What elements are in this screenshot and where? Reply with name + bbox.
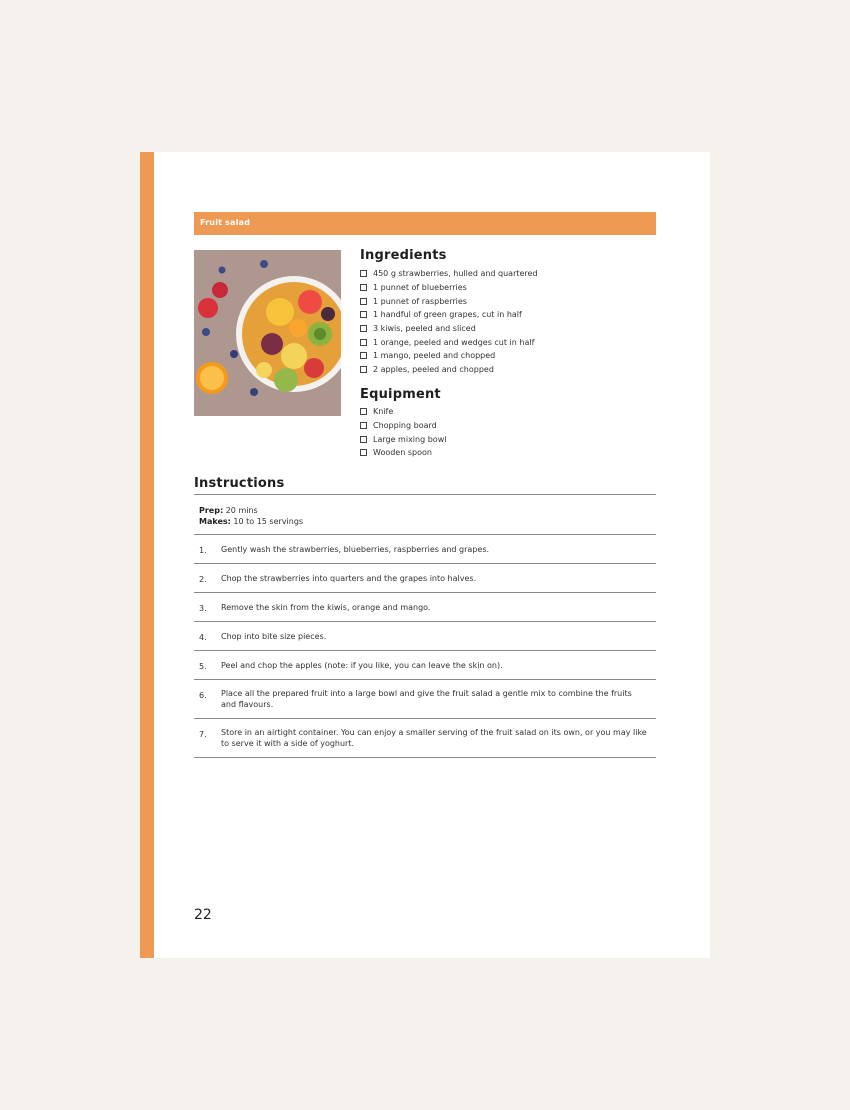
page-number: 22 bbox=[194, 907, 212, 923]
checkbox-icon[interactable] bbox=[360, 284, 367, 291]
ingredient-item: 1 handful of green grapes, cut in half bbox=[360, 308, 538, 322]
ingredient-item: 1 punnet of blueberries bbox=[360, 281, 538, 295]
recipe-title-bar bbox=[194, 212, 656, 235]
checkbox-icon[interactable] bbox=[360, 325, 367, 332]
document-page bbox=[140, 152, 710, 958]
instruction-step: 5. Peel and chop the apples (note: if you like, you can leave the skin on). bbox=[194, 651, 656, 680]
ingredient-item: 1 punnet of raspberries bbox=[360, 294, 538, 308]
edge-stripe bbox=[140, 152, 154, 958]
equipment-item: Large mixing bowl bbox=[360, 432, 446, 446]
ingredient-item: 1 mango, peeled and chopped bbox=[360, 349, 538, 363]
checkbox-icon[interactable] bbox=[360, 352, 367, 359]
instruction-step: 4. Chop into bite size pieces. bbox=[194, 622, 656, 651]
equipment-heading: Equipment bbox=[360, 387, 441, 402]
recipe-meta bbox=[199, 505, 303, 527]
checkbox-icon[interactable] bbox=[360, 422, 367, 429]
instruction-step: 7. Store in an airtight container. You can enjoy a smaller serving of the fruit salad on its own, or you may like to serve it with a side of yoghurt. bbox=[194, 719, 656, 758]
instruction-step: 1. Gently wash the strawberries, blueberries, raspberries and grapes. bbox=[194, 535, 656, 564]
recipe-title: Fruit salad bbox=[200, 218, 251, 227]
checkbox-icon[interactable] bbox=[360, 339, 367, 346]
ingredients-heading: Ingredients bbox=[360, 248, 447, 263]
checkbox-icon[interactable] bbox=[360, 311, 367, 318]
ingredients-list bbox=[360, 267, 538, 377]
equipment-list bbox=[360, 405, 446, 460]
checkbox-icon[interactable] bbox=[360, 408, 367, 415]
checkbox-icon[interactable] bbox=[360, 298, 367, 305]
checkbox-icon[interactable] bbox=[360, 449, 367, 456]
fruit-salad-photo bbox=[194, 250, 341, 416]
prep-time: Prep: 20 mins bbox=[199, 506, 258, 515]
checkbox-icon[interactable] bbox=[360, 366, 367, 373]
ingredient-item: 450 g strawberries, hulled and quartered bbox=[360, 267, 538, 281]
equipment-item: Knife bbox=[360, 405, 446, 419]
instruction-step: 3. Remove the skin from the kiwis, orange and mango. bbox=[194, 593, 656, 622]
ingredient-item: 1 orange, peeled and wedges cut in half bbox=[360, 335, 538, 349]
ingredient-item: 2 apples, peeled and chopped bbox=[360, 363, 538, 377]
equipment-item: Chopping board bbox=[360, 419, 446, 433]
equipment-item: Wooden spoon bbox=[360, 446, 446, 460]
instructions-heading: Instructions bbox=[194, 476, 285, 491]
divider bbox=[194, 494, 656, 495]
ingredient-item: 3 kiwis, peeled and sliced bbox=[360, 322, 538, 336]
checkbox-icon[interactable] bbox=[360, 270, 367, 277]
checkbox-icon[interactable] bbox=[360, 436, 367, 443]
instruction-steps bbox=[194, 534, 656, 758]
servings: Makes: 10 to 15 servings bbox=[199, 517, 304, 526]
instruction-step: 6. Place all the prepared fruit into a large bowl and give the fruit salad a gentle mix to combine the fruits and flavours. bbox=[194, 680, 656, 719]
instruction-step: 2. Chop the strawberries into quarters and the grapes into halves. bbox=[194, 564, 656, 593]
